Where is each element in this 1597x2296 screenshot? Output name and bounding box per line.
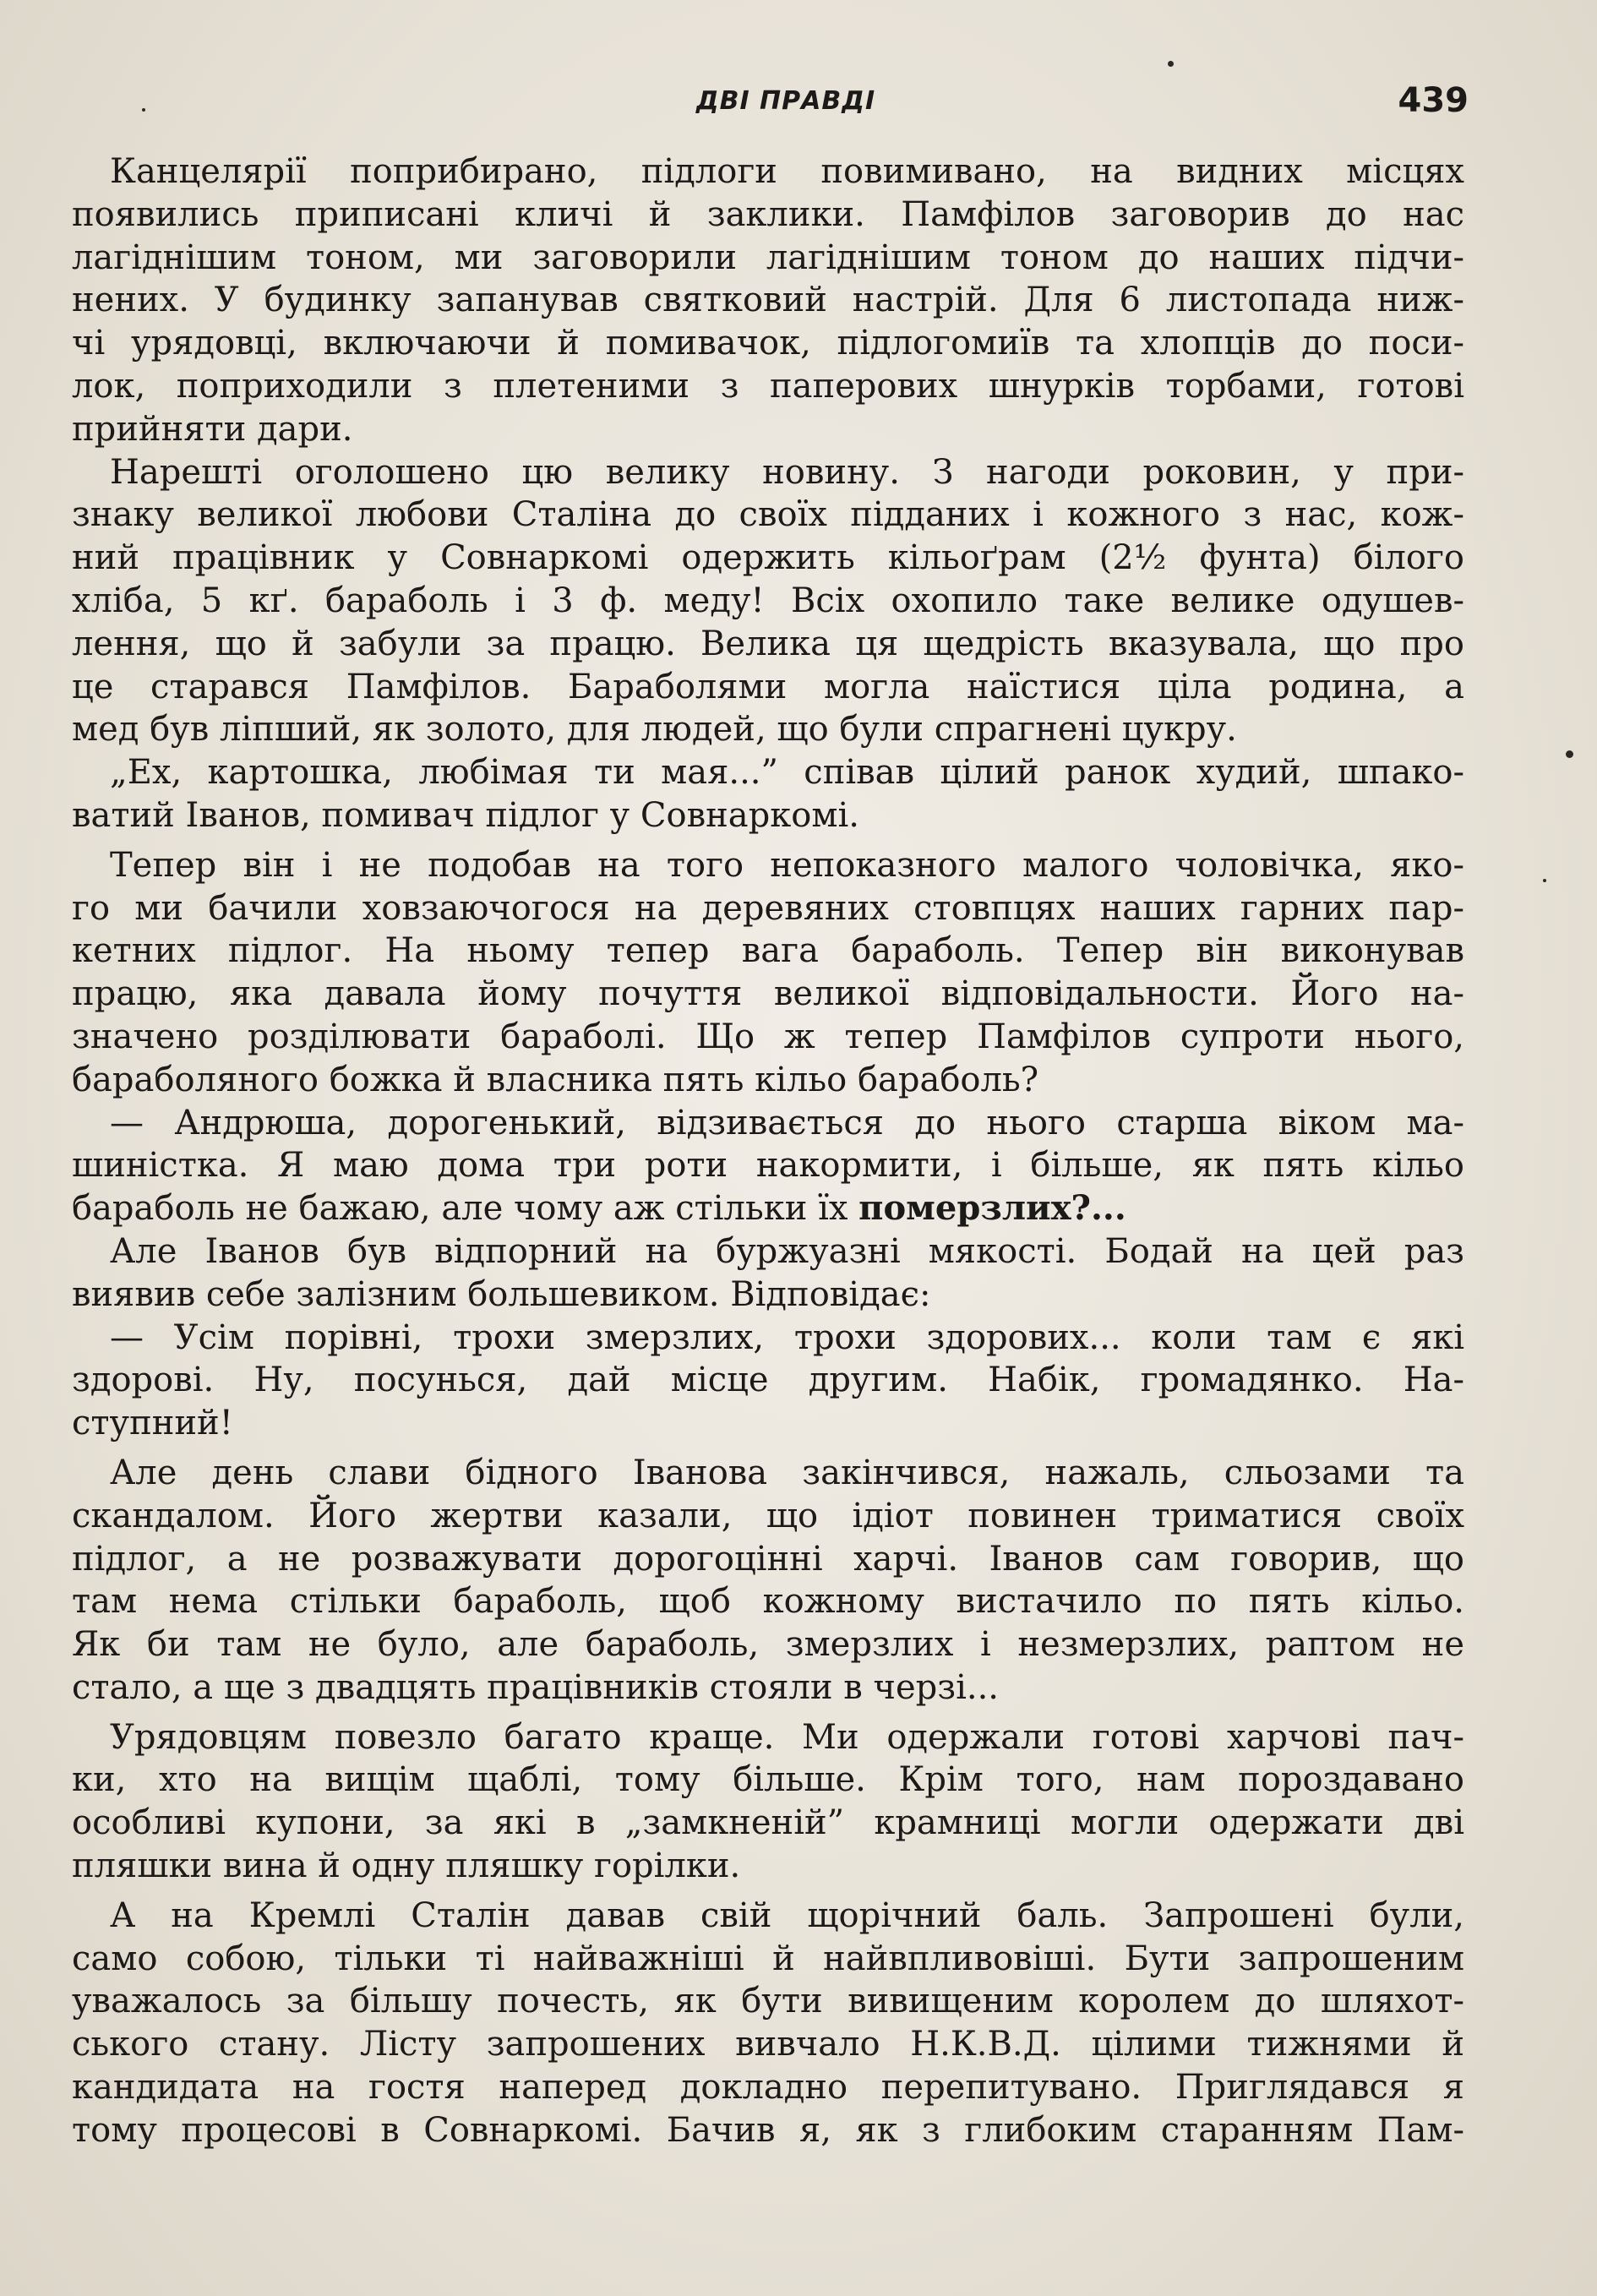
text-line: го ми бачили ховзаючогося на деревяних стовпцях наших гарних пар- — [72, 888, 1464, 928]
text-line: А на Кремлі Сталін давав свій щорічний баль. Запрошені були, — [110, 1895, 1464, 1935]
text-line: лагіднішим тоном, ми заговорили лагіднішим тоном до наших підчи- — [72, 237, 1464, 277]
text-line: Урядовцям повезло багато краще. Ми одержали готові харчові пач- — [110, 1717, 1464, 1757]
text-line: появились приписані кличі й заклики. Памфілов заговорив до нас — [72, 194, 1464, 234]
text-line: особливі купони, за які в „замкненій” крамниці могли одержати дві — [72, 1803, 1464, 1843]
text-line: ний працівник у Совнаркомі одержить кільоґрам (2½ фунта) білого — [72, 538, 1464, 578]
text-line: знаку великої любови Сталіна до своїх підданих і кожного з нас, кож- — [72, 495, 1464, 535]
paragraph — [72, 751, 1464, 837]
text-line: ватий Іванов, помивач підлог у Совнаркомі. — [72, 795, 859, 835]
text-line: „Ех, картошка, любімая ти мая...” співав цілий ранок худий, шпако- — [110, 753, 1464, 793]
text-line: там нема стільки бараболь, щоб кожному вистачило по пять кільо. — [72, 1582, 1464, 1622]
text-line: хліба, 5 кґ. бараболь і 3 ф. меду! Всіх охопило таке велике одушев- — [72, 581, 1464, 620]
text-line: Як би там не було, але бараболь, змерзлих і незмерзлих, раптом не — [72, 1625, 1464, 1665]
body-text — [72, 150, 1464, 2152]
text-line: здорові. Ну, посунься, дай місце другим. Набік, громадянко. На- — [72, 1361, 1464, 1400]
text-line: ступний! — [72, 1404, 233, 1443]
text-line: Але Іванов був відпорний на буржуазні мякості. Бодай на цей раз — [110, 1231, 1464, 1271]
text-line: Тепер він і не подобав на того непоказного малого чоловічка, яко- — [110, 845, 1464, 885]
text-line: — Андрюша, дорогенький, відзивається до нього старша віком ма- — [110, 1103, 1464, 1143]
text-line — [72, 1187, 1464, 1230]
text-line: працю, яка давала йому почуття великої відповідальности. Його на- — [72, 974, 1464, 1014]
text-line: мед був ліпший, як золото, для людей, що були спрагнені цукру. — [72, 710, 1237, 750]
text-line: значено розділювати бараболі. Що ж тепер Памфілов супроти нього, — [72, 1017, 1464, 1056]
text-line: лок, поприходили з плетеними з паперових шнурків торбами, готові — [72, 366, 1464, 406]
text-line: кетних підлог. На ньому тепер вага бараболь. Тепер він виконував — [72, 931, 1464, 971]
text-line: це старався Памфілов. Бараболями могла наїстися ціла родина, а — [72, 667, 1464, 706]
paragraph — [72, 1317, 1464, 1445]
text-line: шиністка. Я маю дома три роти накормити, і більше, як пять кільо — [72, 1146, 1464, 1186]
text-line: скандалом. Його жертви казали, що ідіот повинен триматися своїх — [72, 1496, 1464, 1535]
text-line: прийняти дари. — [72, 409, 353, 449]
paragraph — [72, 1230, 1464, 1317]
text-line: бараболяного божка й власника пять кільо бараболь? — [72, 1060, 1039, 1099]
text-line: Канцелярії поприбирано, підлоги повимивано, на видних місцях — [110, 152, 1464, 191]
text-line: ського стану. Лісту запрошених вивчало Н.К.В.Д. цілими тижнями й — [72, 2025, 1464, 2064]
text-line: Але день слави бідного Іванова закінчився, нажаль, сльозами та — [110, 1453, 1464, 1492]
text-line: нених. У будинку запанував святковий настрій. Для 6 листопада ниж- — [72, 281, 1464, 320]
text-line: само собою, тільки ті найважніші й найвпливовіші. Бути запрошеним — [72, 1939, 1464, 1978]
paragraph — [72, 150, 1464, 451]
ink-speck — [1566, 750, 1573, 758]
ink-speck — [142, 108, 145, 112]
paragraph — [72, 1102, 1464, 1230]
text-line: лення, що й забули за працю. Велика ця щедрість вказувала, що про — [72, 624, 1464, 663]
text-line: — Усім порівні, трохи змерзлих, трохи здорових... коли там є які — [110, 1317, 1464, 1357]
text-line: стало, а ще з двадцять працівників стояли в черзі... — [72, 1667, 1000, 1707]
text-line: Нарешті оголошено цю велику новину. З нагоди роковин, у при- — [110, 452, 1464, 492]
text-line: уважалось за більшу почесть, як бути вивищеним королем до шляхот- — [72, 1982, 1464, 2021]
paragraph — [72, 1895, 1464, 2152]
text-line: ки, хто на вищім щаблі, тому більше. Крім того, нам пороздавано — [72, 1760, 1464, 1800]
ink-speck — [1543, 879, 1546, 882]
text-line: виявив себе залізним большевиком. Відповідає: — [72, 1274, 931, 1314]
page-number: 439 — [1398, 81, 1469, 120]
paragraph — [72, 844, 1464, 1102]
text-line: тому процесові в Совнаркомі. Бачив я, як з глибоким старанням Пам- — [72, 2110, 1464, 2150]
text-line: підлог, а не розважувати дорогоцінні харчі. Іванов сам говорив, що — [72, 1539, 1464, 1579]
paragraph — [72, 1716, 1464, 1888]
running-title: ДВІ ПРАВДІ — [695, 86, 876, 116]
text-line: кандидата на гостя наперед докладно перепитувано. Приглядався я — [72, 2068, 1464, 2108]
emphasized-text: померзлих?... — [858, 1188, 1126, 1229]
text-line: пляшки вина й одну пляшку горілки. — [72, 1846, 741, 1886]
ink-speck — [1168, 61, 1174, 67]
paragraph — [72, 451, 1464, 752]
paragraph — [72, 1452, 1464, 1710]
text-line-start: бараболь не бажаю, але чому аж стільки їх — [72, 1189, 859, 1229]
text-line: чі урядовці, включаючи й помивачок, підлогомиїв та хлопців до поси- — [72, 324, 1464, 363]
page-header — [0, 81, 1597, 132]
